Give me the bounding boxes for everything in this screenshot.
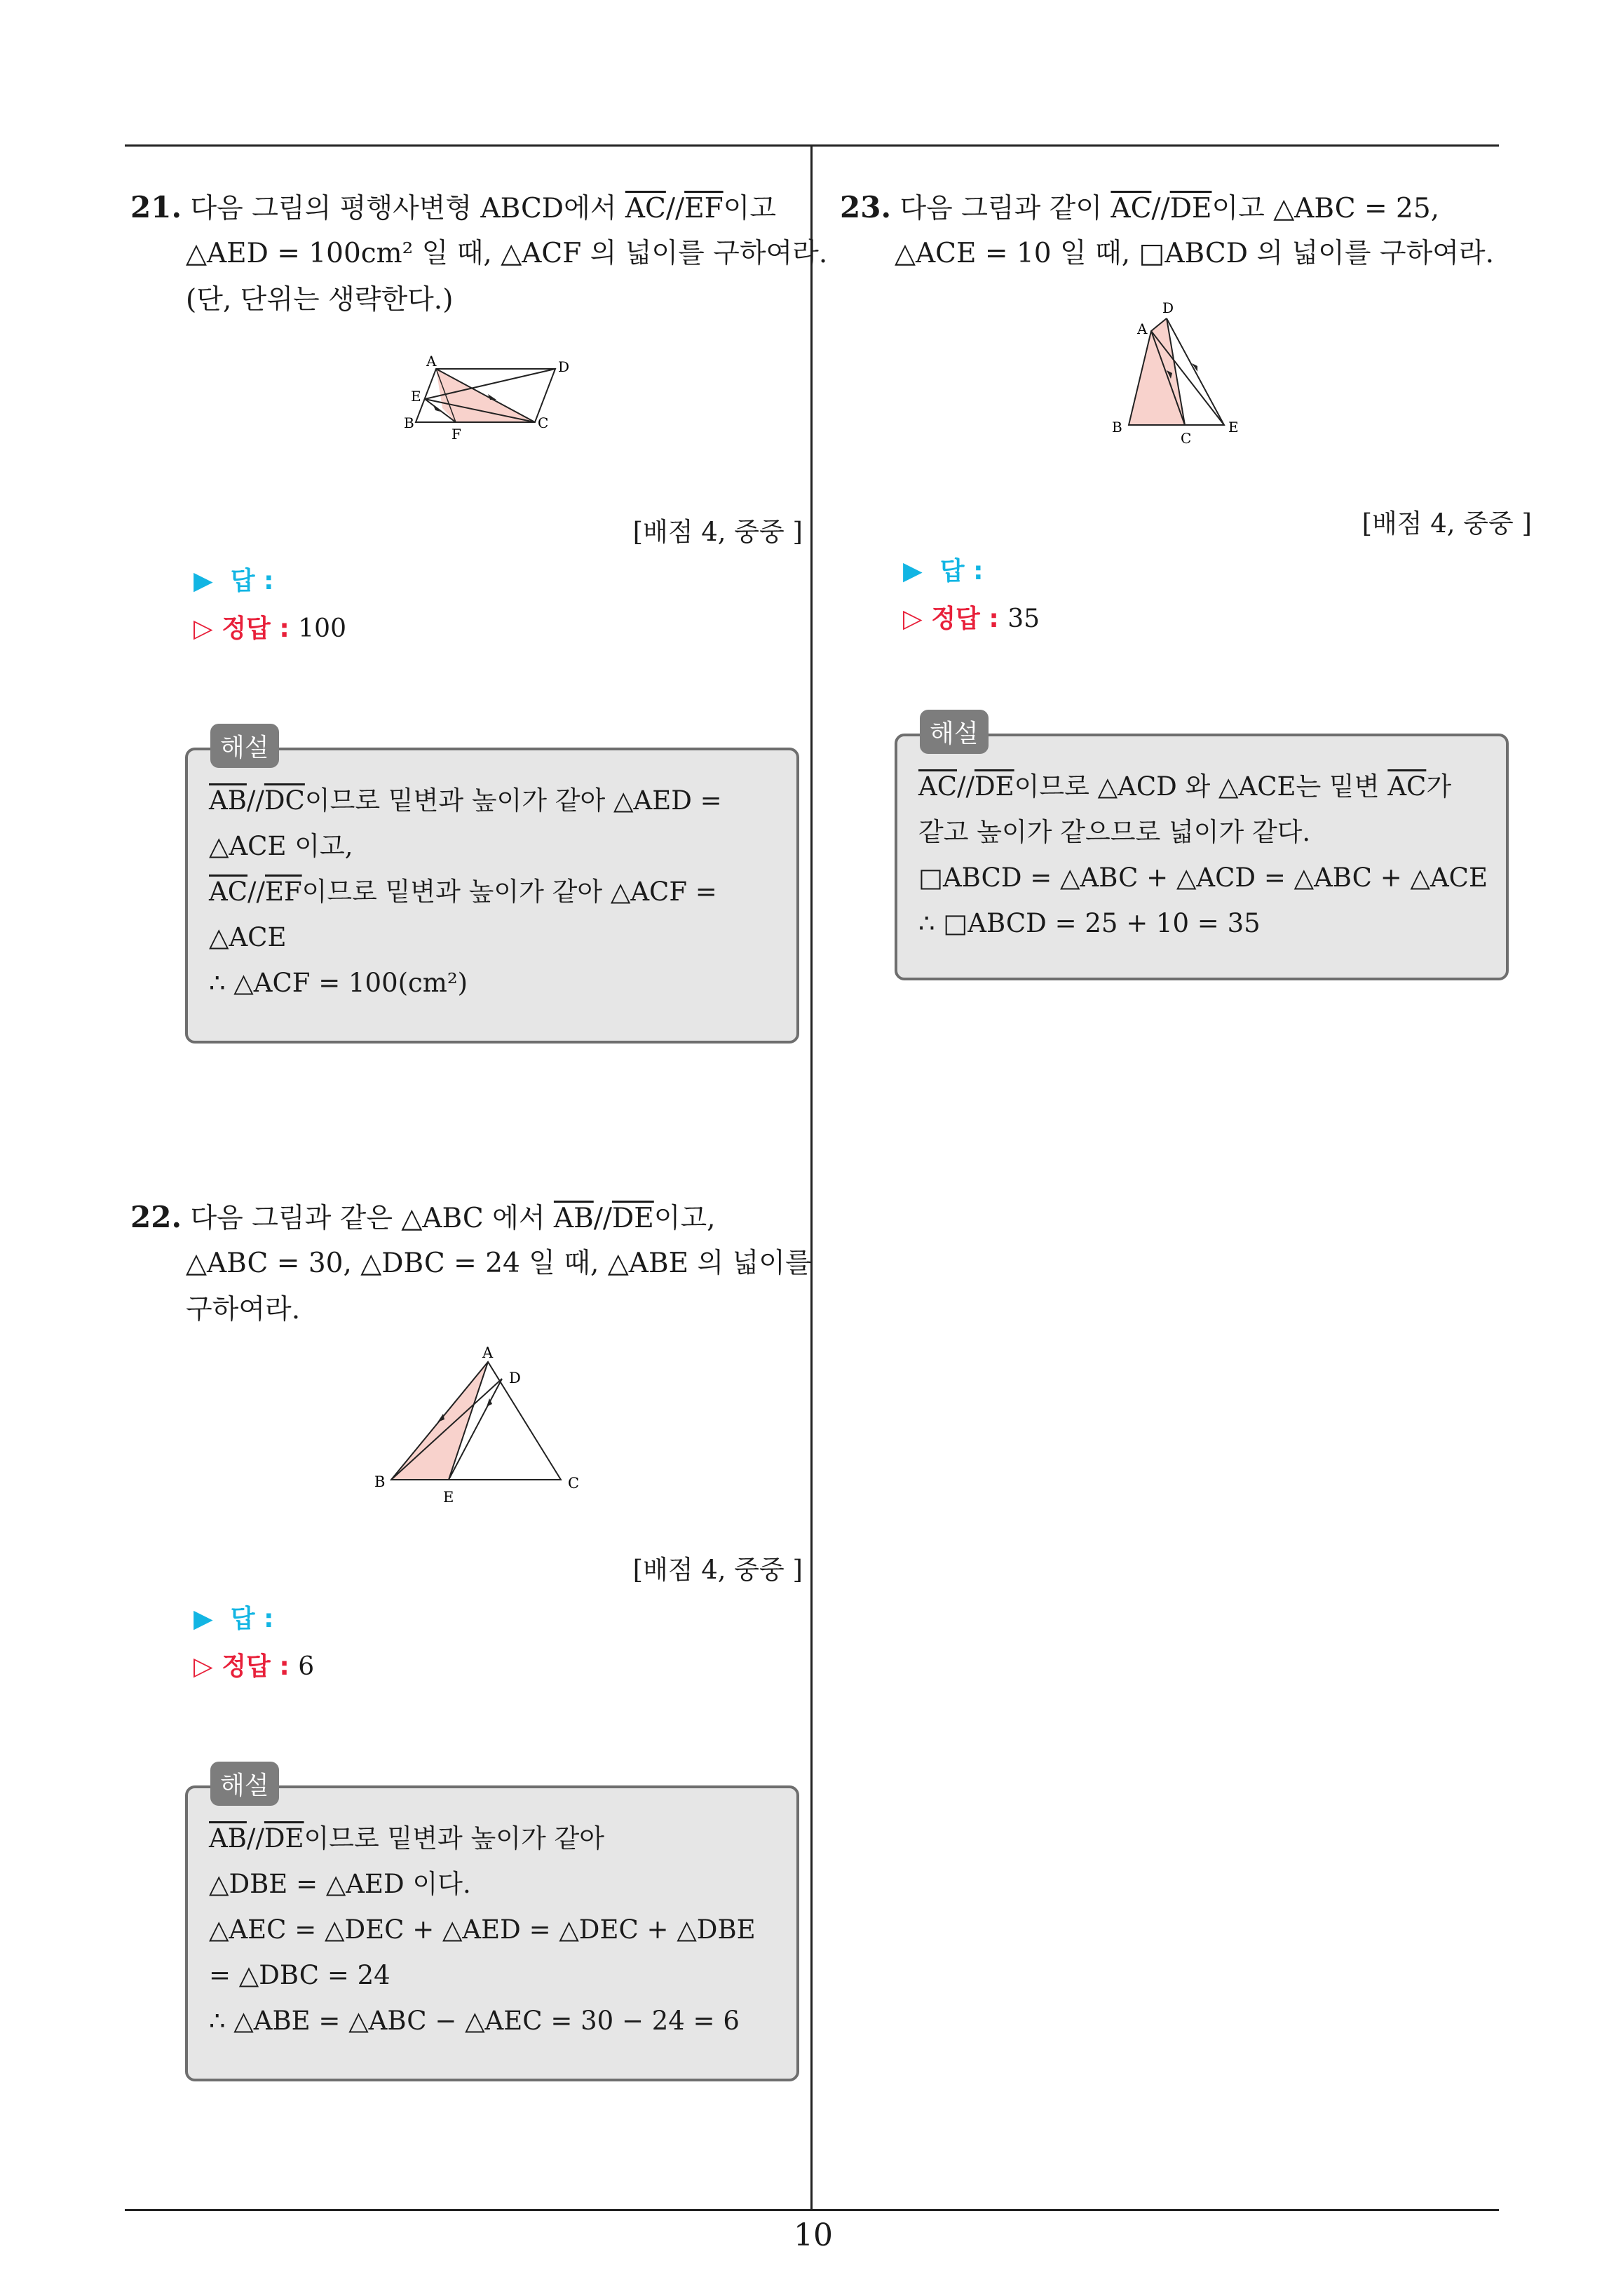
q23-line-1: 23. 다음 그림과 같이 $\overline{AC}//\overline{DE}$이고 △ABC = 25, <box>840 190 1440 224</box>
outline-arrow-icon: ▷ <box>903 605 923 633</box>
q23-figure <box>1094 295 1304 456</box>
q22-correct-label: 정답 : <box>222 1652 290 1681</box>
page-number: 10 <box>794 2217 833 2253</box>
q21-sol-line-2: △ACE 이고, <box>209 831 353 861</box>
q21-answer-label: 답 : <box>230 567 274 595</box>
q23-number: 23. <box>840 190 892 224</box>
q23-sol-line-1: $\overline{AC}//\overline{DE}$이므로 △ACD 와 △ACE는 밑변 $\overline{AC}$가 <box>918 771 1452 802</box>
q23-solution-box <box>895 734 1509 980</box>
q22-figure <box>365 1339 645 1515</box>
q22-label-a: A <box>482 1344 494 1361</box>
q23-label-c: C <box>1181 430 1192 447</box>
question-23 <box>838 182 1532 1024</box>
q21-label-b: B <box>404 414 414 431</box>
q21-number: 21. <box>130 190 182 224</box>
q22-number: 22. <box>130 1200 182 1234</box>
q23-line-2: △ACE = 10 일 때, □ABCD 의 넓이를 구하여라. <box>895 238 1494 269</box>
q21-sol-line-1: $\overline{AB}//\overline{DC}$이므로 밑변과 높이가 같아 △AED = <box>209 785 722 816</box>
q22-sol-line-5: ∴ △ABE = △ABC − △AEC = 30 − 24 = 6 <box>209 2006 740 2036</box>
play-arrow-icon: ▶ <box>903 557 923 586</box>
q23-score: [배점 4, 중중 ] <box>1361 508 1532 539</box>
q22-score: [배점 4, 중중 ] <box>632 1555 803 1585</box>
q22-line-1: 22. 다음 그림과 같은 △ABC 에서 $\overline{AB}//\overline{DE}$이고, <box>130 1200 716 1234</box>
column-divider <box>810 144 813 2209</box>
q23-sol-line-4: ∴ □ABCD = 25 + 10 = 35 <box>918 908 1261 938</box>
q22-label-c: C <box>568 1475 580 1492</box>
q21-label-e: E <box>411 388 421 405</box>
q21-sol-line-3: $\overline{AC}//\overline{EF}$이므로 밑변과 높이가 같아 △ACF = <box>209 877 717 907</box>
q23-label-d: D <box>1162 299 1174 316</box>
q23-answer-label: 답 : <box>939 557 984 586</box>
q22-solution-tag: 해설 <box>210 1762 279 1806</box>
q22-line-3: 구하여라. <box>186 1294 301 1325</box>
q23-correct-row <box>903 599 1040 635</box>
q21-correct-label: 정답 : <box>222 614 290 643</box>
q21-correct-value: 100 <box>298 614 346 643</box>
q21-label-c: C <box>538 414 549 431</box>
q22-sol-line-1: $\overline{AB}//\overline{DE}$이므로 밑변과 높이가 같아 <box>209 1823 604 1853</box>
q22-label-b: B <box>374 1473 386 1490</box>
q22-correct-row <box>193 1647 314 1682</box>
outline-arrow-icon: ▷ <box>193 614 213 643</box>
q21-label-d: D <box>558 358 570 375</box>
q22-correct-value: 6 <box>298 1652 315 1681</box>
q21-line-1: 21. 다음 그림의 평행사변형 ABCD에서 $\overline{AC}//\overline{EF}$이고 <box>130 190 777 224</box>
q22-sol-line-2: △DBE = △AED 이다. <box>209 1869 471 1899</box>
q21-answer-row[interactable] <box>193 561 273 597</box>
q23-sol-line-2: 같고 높이가 같으므로 넓이가 같다. <box>918 817 1311 847</box>
q22-sol-line-4: = △DBC = 24 <box>209 1960 391 1990</box>
q23-label-b: B <box>1112 419 1122 435</box>
q23-correct-value: 35 <box>1007 605 1040 633</box>
q21-sol-line-5: ∴ △ACF = 100(cm²) <box>209 968 468 998</box>
q21-solution-tag: 해설 <box>210 724 279 768</box>
q22-answer-row[interactable] <box>193 1599 273 1635</box>
q22-line-2: △ABC = 30, △DBC = 24 일 때, △ABE 의 넓이를 <box>186 1248 812 1279</box>
q23-answer-row[interactable] <box>903 551 983 587</box>
q22-label-d: D <box>509 1370 521 1386</box>
q23-label-a: A <box>1137 320 1148 337</box>
q22-label-e: E <box>443 1489 454 1506</box>
q21-line-3: (단, 단위는 생략한다.) <box>186 284 454 316</box>
q22-answer-label: 답 : <box>230 1605 274 1633</box>
q21-label-f: F <box>451 426 461 443</box>
q21-label-a: A <box>426 353 437 370</box>
q23-sol-line-3: □ABCD = △ABC + △ACD = △ABC + △ACE <box>918 863 1488 893</box>
q23-correct-label: 정답 : <box>931 605 999 633</box>
q21-score: [배점 4, 중중 ] <box>632 517 803 547</box>
bottom-rule <box>125 2209 1499 2211</box>
q21-sol-line-4: △ACE <box>209 922 287 952</box>
play-arrow-icon: ▶ <box>193 1605 213 1633</box>
q22-solution-box <box>185 1785 799 2081</box>
q23-label-e: E <box>1228 419 1239 435</box>
q23-solution-tag: 해설 <box>920 710 989 754</box>
q21-solution-box <box>185 748 799 1044</box>
question-22 <box>126 1192 812 2104</box>
q21-figure <box>391 344 580 463</box>
play-arrow-icon: ▶ <box>193 567 213 595</box>
q21-line-2: △AED = 100cm² 일 때, △ACF 의 넓이를 구하여라. <box>186 238 828 269</box>
question-21 <box>126 182 828 1052</box>
outline-arrow-icon: ▷ <box>193 1652 213 1681</box>
q21-correct-row <box>193 609 346 644</box>
q22-sol-line-3: △AEC = △DEC + △AED = △DEC + △DBE <box>209 1915 756 1945</box>
